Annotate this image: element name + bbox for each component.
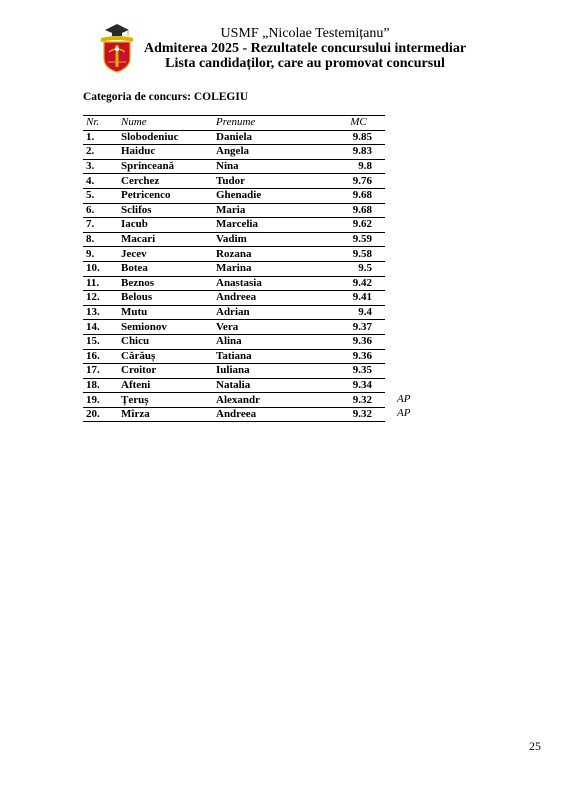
cell-last-name: Țeruș [121,393,216,408]
cell-last-name: Botea [121,261,216,276]
cell-nr: 20. [83,407,121,422]
cell-first-name: Tatiana [216,349,332,364]
cell-note [385,247,437,262]
cell-last-name: Iacub [121,218,216,233]
cell-mc: 9.59 [332,232,385,247]
table-header-row [83,116,437,131]
cell-note [385,378,437,393]
cell-first-name: Daniela [216,130,332,145]
cell-last-name: Sclifos [121,203,216,218]
cell-nr: 13. [83,305,121,320]
cell-note [385,261,437,276]
table-row [83,130,437,145]
cell-first-name: Angela [216,145,332,160]
cell-note [385,145,437,160]
cell-last-name: Cerchez [121,174,216,189]
cell-first-name: Andreea [216,291,332,306]
cell-last-name: Macari [121,232,216,247]
cell-mc: 9.68 [332,203,385,218]
cell-last-name: Afteni [121,378,216,393]
cell-first-name: Vera [216,320,332,335]
document-subtitle: Lista candidaților, care au promovat concursul [165,56,445,71]
cell-nr: 14. [83,320,121,335]
header-name: Nume [121,116,216,131]
header-mc: MC [332,116,385,131]
page-number: 25 [529,739,541,753]
cell-note [385,130,437,145]
cell-first-name: Vadim [216,232,332,247]
table-row [83,261,437,276]
cell-last-name: Slobodeniuc [121,130,216,145]
cell-mc: 9.32 [332,407,385,422]
cell-note [385,349,437,364]
cell-nr: 16. [83,349,121,364]
cell-mc: 9.58 [332,247,385,262]
cell-nr: 9. [83,247,121,262]
cell-first-name: Tudor [216,174,332,189]
cell-note [385,232,437,247]
cell-nr: 15. [83,334,121,349]
cell-nr: 3. [83,159,121,174]
cell-first-name: Ghenadie [216,188,332,203]
cell-last-name: Mîrza [121,407,216,422]
document-title: Admiterea 2025 - Rezultatele concursului intermediar [143,41,467,56]
cell-last-name: Haiduc [121,145,216,160]
cell-mc: 9.83 [332,145,385,160]
cell-nr: 12. [83,291,121,306]
table-row [83,378,437,393]
cell-nr: 18. [83,378,121,393]
university-name: USMF „Nicolae Testemițanu” [220,26,390,41]
table-row [83,393,437,408]
table-row [83,174,437,189]
cell-note [385,174,437,189]
table-row [83,334,437,349]
cell-mc: 9.41 [332,291,385,306]
table-row [83,320,437,335]
cell-mc: 9.37 [332,320,385,335]
university-crest-icon [99,20,135,74]
cell-mc: 9.32 [332,393,385,408]
cell-note [385,334,437,349]
table-row [83,349,437,364]
cell-note [385,364,437,379]
document-header [140,26,470,71]
cell-mc: 9.34 [332,378,385,393]
cell-nr: 8. [83,232,121,247]
cell-note [385,203,437,218]
table-row [83,364,437,379]
cell-last-name: Belous [121,291,216,306]
cell-note [385,320,437,335]
cell-last-name: Mutu [121,305,216,320]
cell-first-name: Nina [216,159,332,174]
cell-note [385,218,437,233]
table-row [83,247,437,262]
cell-last-name: Croitor [121,364,216,379]
cell-note [385,188,437,203]
cell-note [385,276,437,291]
cell-first-name: Adrian [216,305,332,320]
cell-mc: 9.42 [332,276,385,291]
cell-last-name: Jecev [121,247,216,262]
cell-note [385,305,437,320]
cell-first-name: Marcelia [216,218,332,233]
cell-last-name: Sprinceană [121,159,216,174]
header-nr: Nr. [83,116,121,131]
cell-nr: 2. [83,145,121,160]
cell-nr: 5. [83,188,121,203]
cell-first-name: Anastasia [216,276,332,291]
cell-note: AP [397,392,411,405]
cell-first-name: Alexandr [216,393,332,408]
cell-first-name: Rozana [216,247,332,262]
cell-first-name: Maria [216,203,332,218]
cell-first-name: Iuliana [216,364,332,379]
cell-first-name: Andreea [216,407,332,422]
table-row [83,203,437,218]
cell-mc: 9.35 [332,364,385,379]
table-row [83,276,437,291]
table-row [83,232,437,247]
table-row [83,218,437,233]
table-row [83,159,437,174]
competition-category: Categoria de concurs: COLEGIU [83,91,249,103]
cell-nr: 19. [83,393,121,408]
table-row [83,145,437,160]
cell-last-name: Cărăuș [121,349,216,364]
cell-mc: 9.76 [332,174,385,189]
cell-mc: 9.36 [332,349,385,364]
cell-nr: 17. [83,364,121,379]
cell-nr: 4. [83,174,121,189]
cell-note: AP [397,407,411,420]
cell-first-name: Alina [216,334,332,349]
cell-mc: 9.85 [332,130,385,145]
cell-mc: 9.36 [332,334,385,349]
cell-last-name: Beznos [121,276,216,291]
cell-last-name: Semionov [121,320,216,335]
cell-note [385,291,437,306]
cell-nr: 6. [83,203,121,218]
cell-mc: 9.8 [332,159,385,174]
header-note [385,116,437,131]
cell-nr: 1. [83,130,121,145]
cell-last-name: Petricenco [121,188,216,203]
cell-nr: 11. [83,276,121,291]
table-row [83,291,437,306]
cell-first-name: Marina [216,261,332,276]
cell-first-name: Natalia [216,378,332,393]
cell-mc: 9.68 [332,188,385,203]
cell-last-name: Chicu [121,334,216,349]
header-first-name: Prenume [216,116,332,131]
results-table [83,115,437,422]
cell-nr: 7. [83,218,121,233]
table-row [83,305,437,320]
cell-mc: 9.4 [332,305,385,320]
table-row [83,188,437,203]
cell-note [385,159,437,174]
cell-nr: 10. [83,261,121,276]
table-row [83,407,437,422]
cell-mc: 9.5 [332,261,385,276]
cell-mc: 9.62 [332,218,385,233]
